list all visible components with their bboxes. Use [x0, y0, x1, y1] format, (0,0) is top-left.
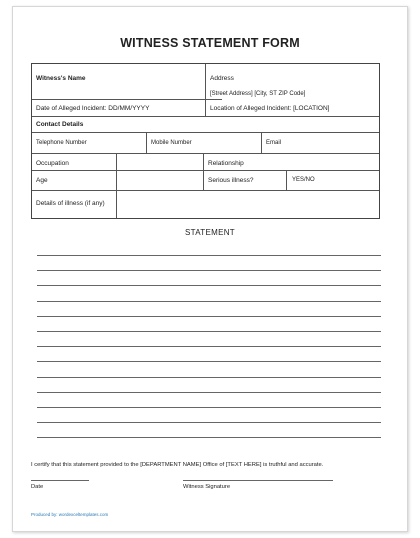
age-label: Age: [36, 177, 48, 184]
statement-line[interactable]: [37, 301, 381, 302]
witness-details-table: [31, 63, 380, 219]
date-signature-line[interactable]: [31, 480, 89, 481]
address-label: Address: [210, 75, 234, 82]
grid-line: [32, 116, 379, 117]
statement-line[interactable]: [37, 422, 381, 423]
witness-signature-label: Witness Signature: [183, 484, 231, 490]
relationship-label: Relationship: [208, 160, 244, 167]
serious-illness-label: Serious illness?: [208, 177, 254, 184]
grid-line: [32, 153, 379, 154]
grid-line: [205, 64, 206, 116]
grid-line: [32, 190, 379, 191]
telephone-label: Telephone Number: [36, 140, 87, 146]
yes-no-field[interactable]: YES/NO: [292, 177, 315, 183]
grid-line: [32, 132, 379, 133]
statement-line[interactable]: [37, 377, 381, 378]
statement-line[interactable]: [37, 437, 381, 438]
grid-line: [32, 170, 379, 171]
statement-heading: STATEMENT: [185, 228, 235, 237]
occupation-label: Occupation: [36, 160, 69, 167]
location-of-incident-field[interactable]: Location of Alleged Incident: [LOCATION]: [210, 105, 330, 112]
street-address-field[interactable]: [Street Address] [City, ST ZIP Code]: [210, 91, 306, 97]
grid-line: [203, 153, 204, 190]
grid-line: [261, 132, 262, 153]
grid-line: [116, 190, 117, 218]
email-label: Email: [266, 140, 282, 146]
witness-signature-line[interactable]: [183, 480, 333, 481]
statement-line[interactable]: [37, 270, 381, 271]
produced-by-credit: Produced by: wordexceltemplates.com: [31, 512, 109, 517]
statement-line[interactable]: [37, 255, 381, 256]
contact-details-heading: Contact Details: [36, 121, 84, 128]
grid-line: [32, 99, 222, 100]
grid-line: [286, 170, 287, 190]
statement-line[interactable]: [37, 285, 381, 286]
grid-line: [146, 132, 147, 153]
mobile-label: Mobile Number: [151, 140, 192, 146]
statement-line[interactable]: [37, 392, 381, 393]
date-of-incident-field[interactable]: Date of Alleged Incident: DD/MM/YYYY: [36, 105, 150, 112]
statement-line[interactable]: [37, 361, 381, 362]
document-page: [12, 6, 408, 532]
form-title: WITNESS STATEMENT FORM: [120, 36, 300, 50]
grid-line: [116, 153, 117, 190]
statement-line[interactable]: [37, 407, 381, 408]
witness-name-label: Witness's Name: [36, 75, 86, 82]
statement-lines[interactable]: [37, 255, 381, 447]
details-of-illness-label: Details of illness (if any): [36, 200, 105, 207]
certification-text: I certify that this statement provided to the [DEPARTMENT NAME] Office of [TEXT HERE] is truthful and accurate.: [31, 462, 324, 468]
statement-line[interactable]: [37, 346, 381, 347]
date-label: Date: [31, 484, 44, 490]
statement-line[interactable]: [37, 316, 381, 317]
statement-line[interactable]: [37, 331, 381, 332]
